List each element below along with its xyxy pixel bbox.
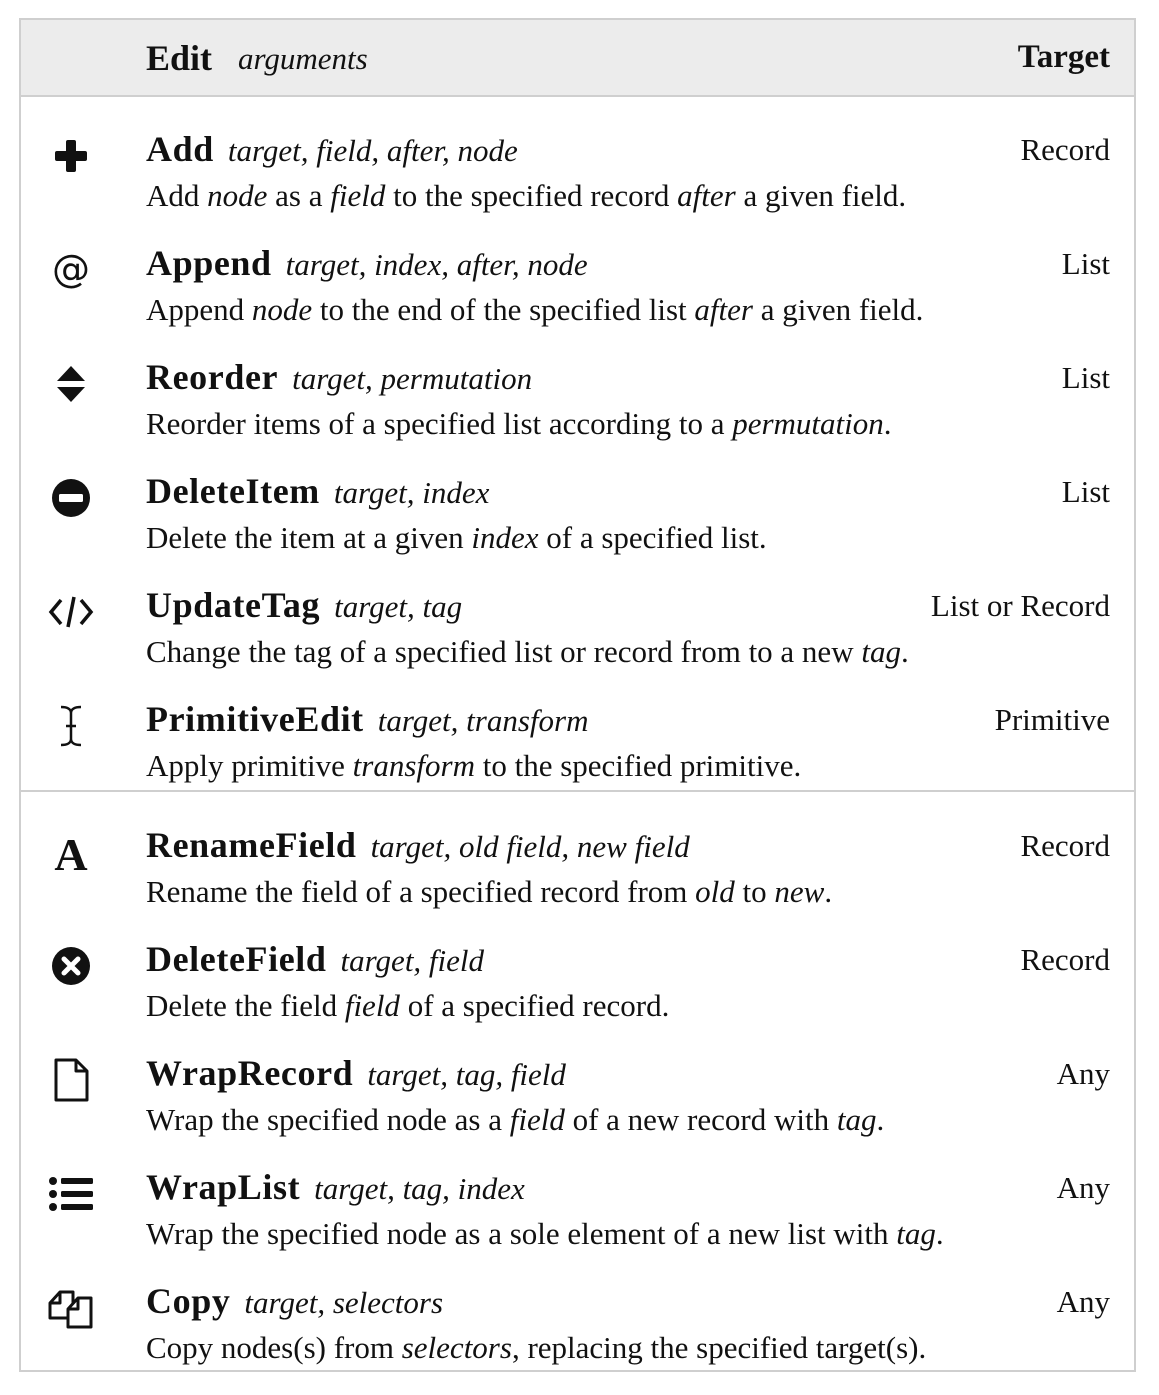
edit-arguments: target, transform <box>377 703 589 738</box>
table-row <box>21 1154 1134 1268</box>
row-title <box>146 698 588 740</box>
list-icon <box>47 1170 95 1218</box>
description-emphasis: field <box>509 1102 565 1137</box>
edit-target: List <box>1061 360 1110 395</box>
description-text: . <box>900 634 909 669</box>
description-text: a given field. <box>735 178 907 213</box>
table-row <box>21 230 1134 344</box>
edit-description <box>146 748 801 784</box>
text-cursor-icon <box>47 702 95 750</box>
edit-description <box>146 634 909 670</box>
edit-description <box>146 406 892 442</box>
row-title <box>146 584 462 626</box>
header-arguments: arguments <box>238 41 368 76</box>
table-header <box>21 20 1134 97</box>
description-text: Append <box>146 292 252 327</box>
edit-arguments: target, permutation <box>292 361 533 396</box>
row-title <box>146 470 489 512</box>
font-icon <box>47 828 95 876</box>
description-text: of a specified list. <box>538 520 767 555</box>
description-text: as a <box>267 178 331 213</box>
row-title <box>146 1052 566 1094</box>
edit-arguments: target, tag, index <box>314 1171 525 1206</box>
table-row <box>21 686 1134 800</box>
description-emphasis: after <box>677 178 736 213</box>
description-text: Add <box>146 178 208 213</box>
edit-target: Primitive <box>994 702 1110 737</box>
description-emphasis: tag <box>836 1102 877 1137</box>
header-target: Target <box>1017 39 1110 75</box>
description-text: Wrap the specified node as a sole element of a new list with <box>146 1216 897 1251</box>
edit-name: Copy <box>146 1281 231 1321</box>
edit-name: PrimitiveEdit <box>146 699 364 739</box>
description-text: Apply primitive <box>146 748 353 783</box>
edit-arguments: target, tag, field <box>367 1057 566 1092</box>
edit-arguments: target, selectors <box>244 1285 444 1320</box>
table-row <box>21 458 1134 572</box>
description-emphasis: selectors <box>401 1330 512 1365</box>
file-icon <box>47 1056 95 1104</box>
edit-name: Add <box>146 129 214 169</box>
description-emphasis: after <box>694 292 753 327</box>
description-emphasis: permutation <box>732 406 884 441</box>
edit-arguments: target, field <box>340 943 485 978</box>
section-divider <box>21 790 1134 792</box>
plus-icon <box>47 132 95 180</box>
description-text: . <box>883 406 892 441</box>
description-text: Change the tag of a specified list or record from to a new <box>146 634 862 669</box>
edit-target: Any <box>1056 1284 1110 1319</box>
edit-target: Any <box>1056 1056 1110 1091</box>
description-text: of a specified record. <box>399 988 670 1023</box>
description-text: . <box>876 1102 885 1137</box>
edit-name: UpdateTag <box>146 585 321 625</box>
edit-arguments: target, tag <box>334 589 463 624</box>
edit-target: Any <box>1056 1170 1110 1205</box>
description-text: Rename the field of a specified record from <box>146 874 696 909</box>
edit-name: Reorder <box>146 357 279 397</box>
edit-arguments: target, field, after, node <box>227 133 518 168</box>
table-row <box>21 344 1134 458</box>
edit-name: Append <box>146 243 272 283</box>
row-title <box>146 356 532 398</box>
edit-target: List <box>1061 474 1110 509</box>
edit-target: List <box>1061 246 1110 281</box>
description-text: Copy nodes(s) from <box>146 1330 402 1365</box>
description-text: , replacing the specified target(s). <box>511 1330 927 1365</box>
edit-description <box>146 874 832 910</box>
edit-name: WrapRecord <box>146 1053 354 1093</box>
edit-name: RenameField <box>146 825 357 865</box>
row-title <box>146 938 484 980</box>
description-text: . <box>935 1216 944 1251</box>
description-text: Reorder items of a specified list according to a <box>146 406 733 441</box>
description-text: to the specified record <box>385 178 678 213</box>
table-row <box>21 926 1134 1040</box>
edit-name: DeleteField <box>146 939 327 979</box>
description-text: . <box>824 874 833 909</box>
edit-arguments: target, index, after, node <box>285 247 588 282</box>
description-emphasis: index <box>471 520 539 555</box>
description-emphasis: field <box>344 988 400 1023</box>
edit-target: Record <box>1020 942 1110 977</box>
svg-text:@: @ <box>52 249 90 291</box>
table-row <box>21 116 1134 230</box>
code-icon <box>47 588 95 636</box>
edit-description <box>146 292 923 328</box>
edit-arguments: target, index <box>333 475 490 510</box>
description-emphasis: tag <box>861 634 901 669</box>
row-title <box>146 128 518 170</box>
edit-target: Record <box>1020 132 1110 167</box>
edit-name: DeleteItem <box>146 471 320 511</box>
description-text: to <box>734 874 775 909</box>
edit-description <box>146 1216 944 1252</box>
description-text: of a new record with <box>564 1102 837 1137</box>
minus-circle-icon <box>47 474 95 522</box>
edit-description <box>146 1102 884 1138</box>
description-emphasis: transform <box>352 748 475 783</box>
row-title <box>146 1166 525 1208</box>
row-title <box>146 1280 443 1322</box>
description-text: Delete the item at a given <box>146 520 472 555</box>
description-text: Delete the field <box>146 988 345 1023</box>
description-emphasis: old <box>695 874 735 909</box>
svg-text:A: A <box>54 830 88 874</box>
row-title <box>146 242 588 284</box>
x-circle-icon <box>47 942 95 990</box>
edit-description <box>146 1330 926 1366</box>
description-emphasis: new <box>774 874 825 909</box>
edit-description <box>146 988 669 1024</box>
edit-arguments: target, old field, new field <box>370 829 690 864</box>
at-icon <box>47 246 95 294</box>
sort-icon <box>47 360 95 408</box>
header-edit: Edit <box>146 38 213 78</box>
description-text: Wrap the specified node as a <box>146 1102 510 1137</box>
description-text: to the end of the specified list <box>312 292 695 327</box>
table-row <box>21 1268 1134 1382</box>
edit-description <box>146 178 906 214</box>
table-row <box>21 572 1134 686</box>
copy-icon <box>47 1284 95 1332</box>
table-row <box>21 812 1134 926</box>
description-emphasis: field <box>330 178 386 213</box>
description-text: to the specified primitive. <box>474 748 802 783</box>
edit-name: WrapList <box>146 1167 301 1207</box>
edit-target: List or Record <box>930 588 1110 623</box>
table-row <box>21 1040 1134 1154</box>
edit-target: Record <box>1020 828 1110 863</box>
description-emphasis: node <box>251 292 313 327</box>
edit-operations-table <box>19 18 1136 1372</box>
description-emphasis: node <box>207 178 268 213</box>
row-title <box>146 824 690 866</box>
description-emphasis: tag <box>896 1216 936 1251</box>
description-text: a given field. <box>752 292 924 327</box>
edit-description <box>146 520 767 556</box>
